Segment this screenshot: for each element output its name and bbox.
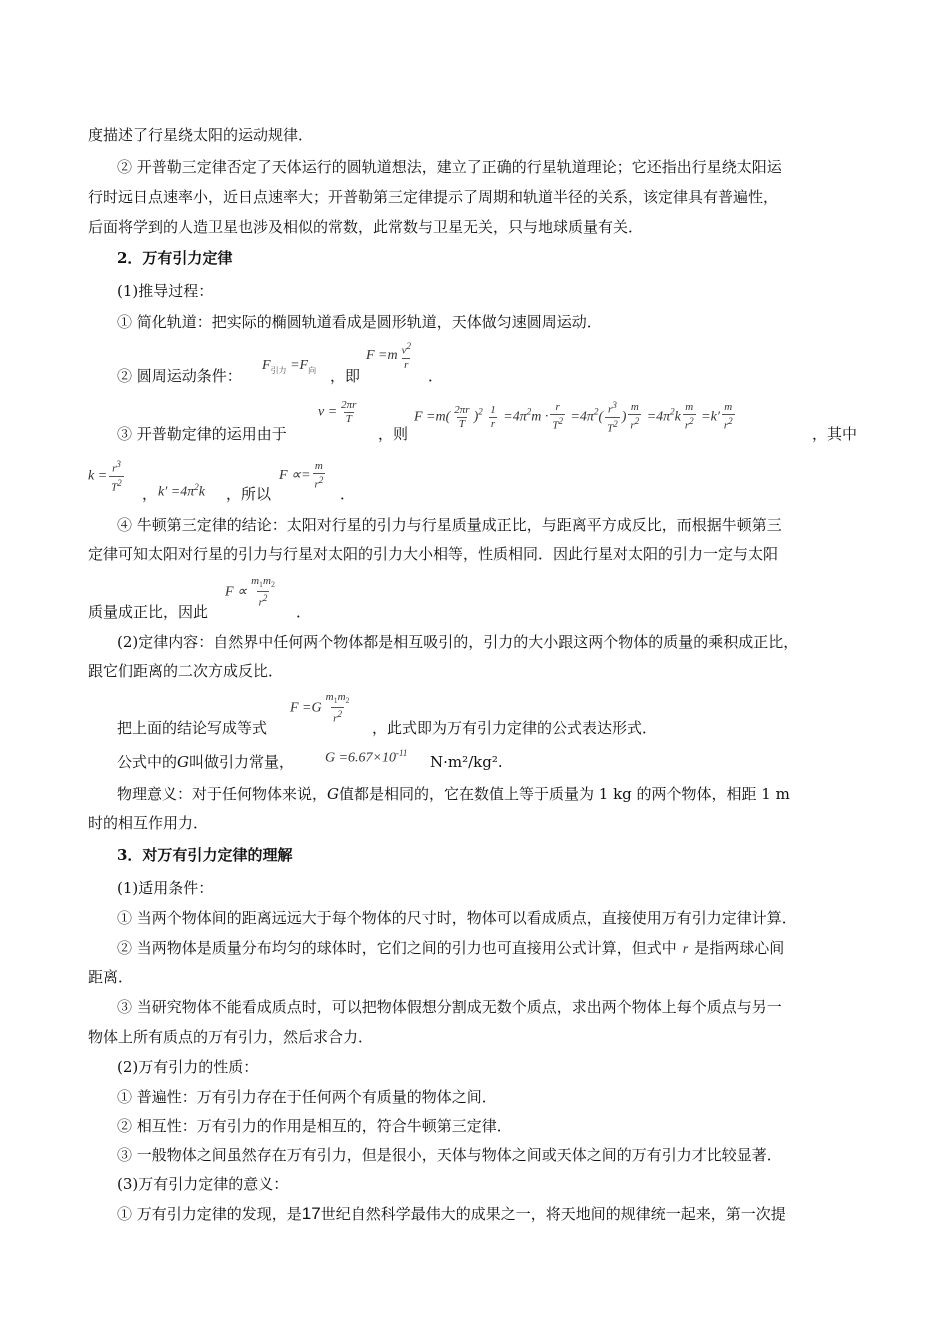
formula-velocity: v = $\frac{2\pi r}{T}$: [318, 399, 357, 425]
text-line: 定律可知太阳对行星的引力与行星对太阳的引力大小相等，性质相同．因此行星对太阳的引力一定与太阳: [88, 545, 779, 563]
text-line: [117, 515, 865, 535]
text-line: ② 相互性：万有引力的作用是相互的，符合牛顿第三定律．: [117, 1117, 512, 1135]
text-line: ，则: [378, 425, 409, 443]
formula-derivation: F =m( $\frac{2\pi r}{T}$ )$^2$ $\frac{1}{r}$ $=4\pi^2m$ · $\frac{r}{T^2}$ $=4\pi^2$( $\frac{r^3}{T^2}$ ) $\frac{m}{r^2}$ $=4\pi^2k$ $\frac{m}{r^2}$ =k′ $\frac{m}{r^2}$: [414, 400, 733, 435]
text-line: [117, 366, 950, 386]
text-line: ，: [142, 485, 158, 503]
text-line: 把上面的结论写成等式: [117, 719, 268, 737]
text-line: [117, 784, 950, 804]
section-heading: 3．对万有引力定律的理解: [117, 846, 293, 864]
text-span: 物理意义：对于任何物体来说，: [117, 785, 328, 803]
text-span: 是指两球心间: [694, 939, 785, 957]
text-line: N·m²/kg².: [430, 753, 503, 771]
text-span: ③ 当研究物体不能看成质点时，可以把物体假想分割成无数个质点，求出两个物体上每个质点与另一: [117, 998, 782, 1016]
formula-g-value: [325, 748, 407, 767]
text-span: ④ 牛顿第三定律的结论：太阳对行星的引力与行星质量成正比，与距离平方成反比，而根据牛顿第三: [117, 516, 782, 534]
text-span: 公式中的: [117, 753, 178, 771]
subscript: 向: [308, 365, 317, 375]
text-line: ① 普遍性：万有引力存在于任何两个有质量的物体之间．: [117, 1088, 497, 1106]
formula-proportional: F ∝= $\frac{m}{r^2}$: [279, 460, 324, 491]
text-line: (2)万有引力的性质：: [117, 1058, 259, 1076]
text-line: 跟它们距离的二次方成反比．: [88, 662, 284, 680]
subscript: 引力: [270, 365, 287, 375]
symbol-g: G: [177, 753, 189, 771]
text-line: (1)推导过程：: [117, 282, 214, 300]
g-constant-exponent: -11: [396, 748, 408, 758]
text-span: 值都是相同的，它在数值上等于质量为 1 kg 的两个物体，相距 1 m: [339, 785, 790, 803]
formula-centripetal: F =m $\frac{v^2}{r}$: [366, 341, 411, 371]
text-line: ，此式即为万有引力定律的公式表达形式．: [372, 719, 658, 737]
g-constant-value: G =6.67×10: [325, 750, 397, 766]
text-line: ．: [296, 603, 312, 621]
text-span: ① 万有引力定律的发现，是: [117, 1205, 302, 1223]
text-line: 度描述了行星绕太阳的运动规律．: [88, 126, 314, 144]
formula-f-eq: $F_{引力} =F_向$: [262, 358, 317, 375]
formula-proportional-masses: F ∝ $\frac{m_1m_2}{r^2}$: [225, 575, 275, 609]
text-line: 后面将学到的人造卫星也涉及相似的常数，此常数与卫星无关，只与地球质量有关．: [88, 218, 644, 236]
section-heading: 2．万有引力定律: [117, 249, 233, 267]
formula-gravitation-law: F =G $\frac{m_1m_2}{r^2}$: [290, 691, 350, 725]
text-line: ① 简化轨道：把实际的椭圆轨道看成是圆形轨道，天体做匀速圆周运动．: [117, 313, 602, 331]
text-line: [117, 157, 865, 177]
text-line: 行时远日点速率小，近日点速率大；开普勒第三定律提示了周期和轨道半径的关系，该定律具有普遍性，: [88, 188, 779, 206]
text-span: ② 开普勒三定律否定了天体运行的圆轨道想法，建立了正确的行星轨道理论；它还指出行星绕太阳运: [117, 158, 782, 176]
text-line: ③ 一般物体之间虽然存在万有引力，但是很小，天体与物体之间或天体之间的万有引力才比较显著．: [117, 1146, 782, 1164]
text-line: ，所以: [226, 485, 272, 503]
text-line: (1)适用条件：: [117, 879, 214, 897]
text-line: [117, 938, 950, 960]
text-span: ② 当两物体是质量分布均匀的球体时，它们之间的引力也可直接用公式计算，但式中: [117, 939, 677, 957]
text-line: ① 当两个物体间的距离远远大于每个物体的尺寸时，物体可以看成质点，直接使用万有引力定律计算．: [117, 909, 797, 927]
symbol-g: G: [327, 785, 339, 803]
text-line: 时的相互作用力．: [88, 814, 209, 832]
text-line: 距离．: [88, 968, 134, 986]
text-line: (2)定律内容：自然界中任何两个物体都是相互吸引的，引力的大小跟这两个物体的质量的乘积成正比，: [117, 633, 799, 651]
formula-k-prime: $k' =4\pi^2k$: [158, 482, 205, 500]
text-line: [117, 1204, 950, 1224]
text-line: ．: [428, 367, 444, 385]
formula-k: k = $\frac{r^3}{T^2}$: [88, 459, 122, 494]
century-number: 17: [301, 1204, 321, 1223]
text-line: ③ 开普勒定律的运用由于: [117, 425, 287, 443]
text-line: 物体上所有质点的万有引力，然后求合力．: [88, 1028, 374, 1046]
text-line: ．: [340, 485, 356, 503]
text-line: ，即: [330, 367, 361, 385]
text-span: ② 圆周运动条件：: [117, 367, 242, 385]
symbol-r: r: [682, 942, 689, 957]
text-line: (3)万有引力定律的意义：: [117, 1175, 289, 1193]
text-line: ，其中: [812, 425, 858, 443]
text-line: [117, 997, 865, 1017]
text-span: 世纪自然科学最伟大的成果之一，将天地间的规律统一起来，第一次提: [320, 1205, 786, 1223]
text-line: 质量成正比，因此: [88, 603, 209, 621]
text-span: 叫做引力常量，: [189, 753, 295, 771]
